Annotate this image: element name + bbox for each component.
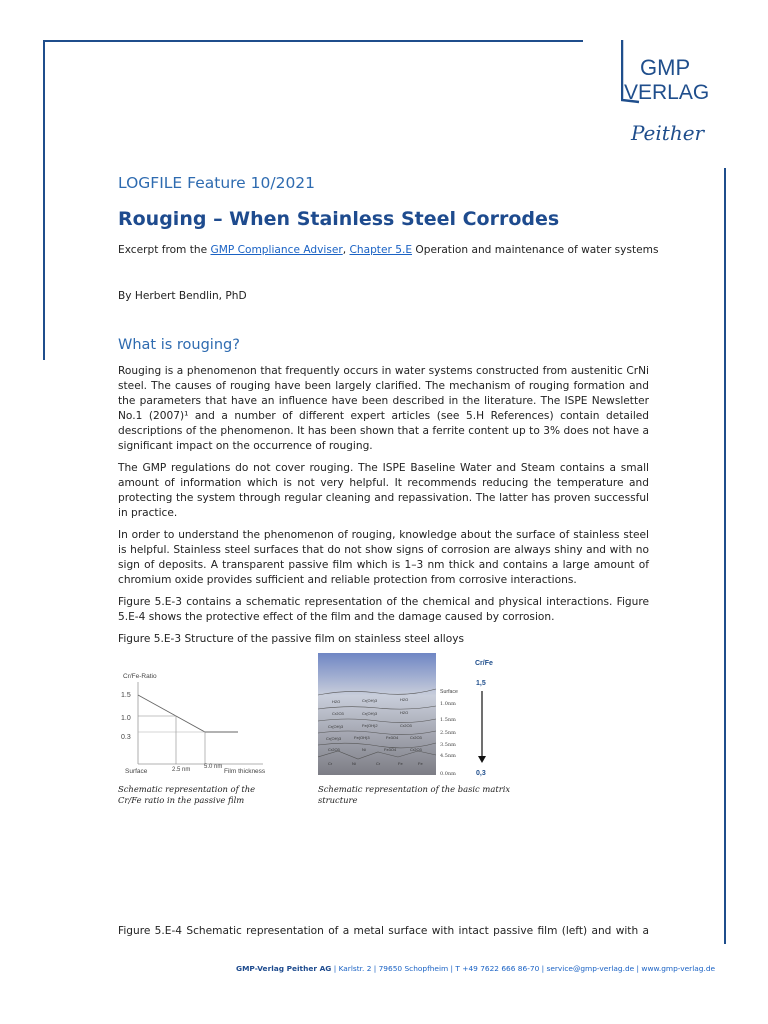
paragraph: Rouging is a phenomenon that frequently occurs in water systems constructed from austenitic CrNi steel. The causes of rouging have been largely clarified. The mechanism of rouging formation and the parameters that have an influence have been described in the literature. The ISPE Newsletter No.1 (2007)¹ and a number of different expert articles (see 5.H References) contain detailed descriptions of the phenomenon. It has been shown that a ferrite content up to 3% does not have a significant impact on the occurrence of rouging. (118, 365, 649, 452)
page-title: Rouging – When Stainless Steel Corrodes (118, 208, 560, 230)
svg-text:Fe: Fe (418, 761, 423, 766)
y-tick: 0.3 (121, 734, 131, 741)
svg-text:Cr: Cr (328, 761, 333, 766)
svg-text:Fe3O4: Fe3O4 (386, 735, 399, 740)
excerpt-line (118, 244, 659, 256)
depth-label: 1.0nm (440, 701, 456, 707)
footer-contact[interactable]: | Karlstr. 2 | 79650 Schopfheim | T +49 7622 666 86-70 | service@gmp-verlag.de | www.gmp-verlag.de (331, 964, 716, 973)
excerpt-suffix: Operation and maintenance of water systems (412, 244, 659, 256)
svg-text:H2O: H2O (332, 699, 341, 704)
svg-text:Ni: Ni (362, 747, 366, 752)
feature-label: LOGFILE Feature 10/2021 (118, 174, 316, 192)
y-tick: 1.0 (121, 715, 131, 722)
x-start-label: Surface (125, 768, 148, 775)
depth-label: 1.5nm (440, 717, 456, 723)
svg-text:Cr2O3: Cr2O3 (410, 747, 422, 752)
paragraph: The GMP regulations do not cover rouging. The ISPE Baseline Water and Steam contains a small amount of information which is not very helpful. It recommends reducing the temperature and protecting the system through regular cleaning and repassivation. The latter has proven successful in practice. (118, 462, 649, 519)
svg-text:Fe(OH)3: Fe(OH)3 (354, 735, 370, 740)
svg-text:Cr2O3: Cr2O3 (400, 723, 412, 728)
svg-text:Cr(OH)3: Cr(OH)3 (362, 698, 378, 703)
footer-company: GMP-Verlag Peither AG (236, 964, 332, 973)
depth-label: 2.5nm (440, 730, 456, 736)
gmp-compliance-adviser-link[interactable]: GMP Compliance Adviser (210, 244, 343, 256)
depth-label: 0.0nm (440, 771, 456, 777)
logo-line1: GMP (640, 55, 691, 80)
next-paragraph: Figure 5.E-4 Schematic representation of a metal surface with intact passive film (left) and with a (118, 925, 649, 937)
paragraph: Figure 5.E-3 contains a schematic representation of the chemical and physical interactions. Figure 5.E-4 shows the protective effect of the film and the damage caused by corrosion. (118, 596, 649, 623)
article-body (118, 364, 649, 654)
logo-signature: Peither (631, 121, 705, 144)
x-tick: 2.5 nm (172, 767, 191, 773)
depth-label: 3.5nm (440, 742, 456, 748)
svg-text:Cr(OH)3: Cr(OH)3 (362, 711, 378, 716)
arrow-head-icon (478, 756, 486, 763)
caption-line: Schematic representation of the basic matrix (318, 784, 511, 794)
x-tick: 5.0 nm (204, 764, 223, 770)
logo-line2: VERLAG (624, 81, 710, 104)
caption-line: structure (318, 795, 358, 805)
paragraph: In order to understand the phenomenon of rouging, knowledge about the surface of stainless steel is helpful. Stainless steel surfaces that do not show signs of corrosion are always shiny and with no sign of deposits. A transparent passive film which is 1–3 nm thick and contains a large amount of chromium oxide provides sufficient and reliable protection from corrosive interactions. (118, 529, 649, 586)
frame-right-line (724, 168, 726, 944)
svg-text:Ni: Ni (352, 761, 356, 766)
author-line: By Herbert Bendlin, PhD (118, 290, 247, 302)
figure-title: Figure 5.E-3 Structure of the passive film on stainless steel alloys (118, 633, 464, 645)
excerpt-separator: , (342, 244, 350, 256)
gmp-verlag-logo[interactable] (621, 40, 725, 144)
surface-label: Surface (440, 689, 458, 695)
svg-text:Fe(OH)2: Fe(OH)2 (362, 723, 378, 728)
figure-right-caption (318, 784, 510, 806)
diagram-ylabel: Cr/Fe-Ratio (123, 673, 157, 680)
svg-text:H2O: H2O (400, 697, 409, 702)
svg-text:Fe: Fe (398, 761, 403, 766)
crfe-curve (138, 695, 238, 732)
caption-line: Schematic representation of the (118, 784, 256, 794)
svg-text:Cr2O3: Cr2O3 (328, 747, 340, 752)
crfe-ratio-diagram (118, 660, 278, 780)
section-heading: What is rouging? (118, 337, 240, 353)
svg-text:Fe3O4: Fe3O4 (384, 747, 397, 752)
matrix-structure-diagram (318, 653, 503, 778)
frame-top-line (43, 40, 583, 42)
ratio-bottom-value: 0,3 (476, 770, 486, 777)
chapter-link[interactable]: Chapter 5.E (349, 244, 413, 256)
frame-left-line (43, 40, 45, 360)
svg-text:Cr(OH)3: Cr(OH)3 (326, 736, 342, 741)
caption-line: Cr/Fe ratio in the passive film (118, 795, 245, 805)
svg-text:Cr2O3: Cr2O3 (332, 711, 344, 716)
svg-text:Cr: Cr (376, 761, 381, 766)
depth-label: 4.5nm (440, 753, 456, 759)
svg-text:Cr(OH)3: Cr(OH)3 (328, 724, 344, 729)
svg-text:H2O: H2O (400, 710, 409, 715)
svg-text:Cr2O3: Cr2O3 (410, 735, 422, 740)
page-footer (236, 964, 715, 973)
ratio-label: Cr/Fe (475, 660, 493, 667)
ratio-top-value: 1,5 (476, 680, 486, 687)
excerpt-prefix: Excerpt from the (118, 244, 211, 256)
diagram-xlabel: Film thickness (224, 768, 266, 775)
y-tick: 1.5 (121, 692, 131, 699)
figure-left-caption (118, 784, 255, 806)
